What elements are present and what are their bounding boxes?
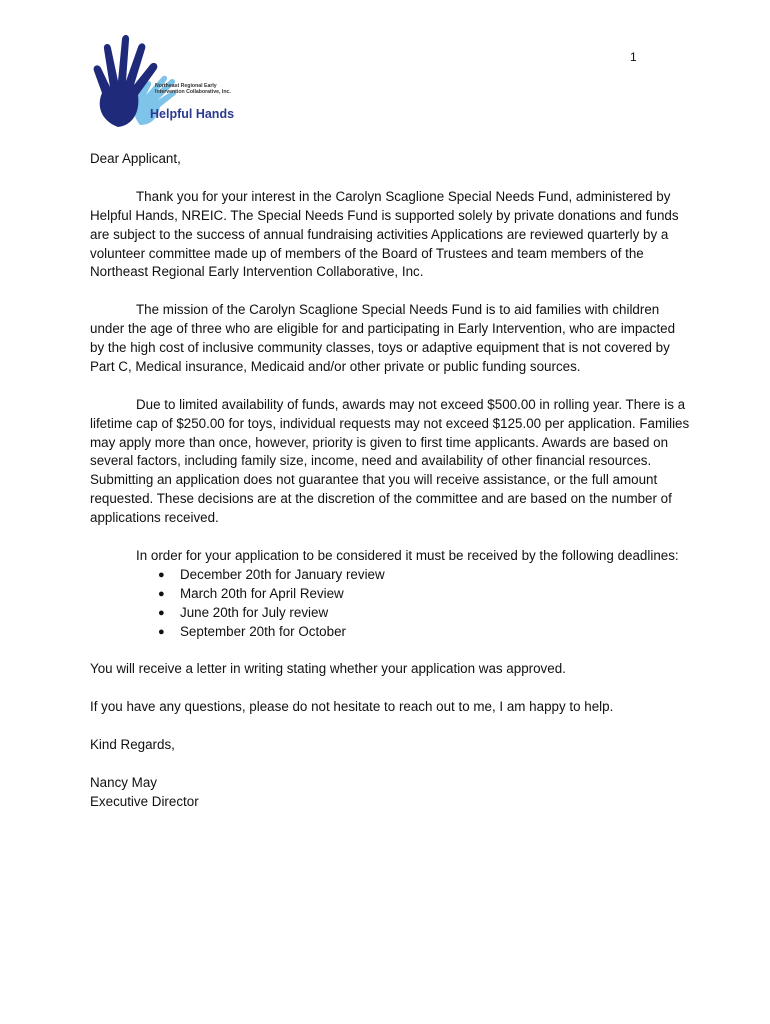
letter-body xyxy=(90,150,690,812)
list-item xyxy=(90,604,690,623)
page-number: 1 xyxy=(630,50,637,64)
paragraph-funding-limits: Due to limited availability of funds, awards may not exceed $500.00 in rolling year. There is a lifetime cap of $250.00 for toys, individual requests may not exceed $125.00 per application. Families may apply more than once, however, priority is given to first time applicants. Awards are based on several factors, including family size, income, need and availability of other financial resources. Submitting an application does not guarantee that you will receive assistance, or the full amount requested. These decisions are at the discretion of the committee and are based on the number of applications received. xyxy=(90,396,690,526)
paragraph-deadlines-intro: In order for your application to be considered it must be received by the following deadlines: xyxy=(136,547,679,563)
list-item xyxy=(90,566,690,585)
bullet-icon: ● xyxy=(158,587,165,600)
list-item xyxy=(90,623,690,642)
bullet-icon: ● xyxy=(158,625,165,638)
logo-org-line1: Northeast Regional Early xyxy=(155,83,217,89)
logo-name: Helpful Hands xyxy=(150,107,235,121)
questions-note: If you have any questions, please do not hesitate to reach out to me, I am happy to help. xyxy=(90,699,614,715)
signature-block xyxy=(90,774,690,812)
bullet-icon: ● xyxy=(158,606,165,619)
closing-salutation: Kind Regards, xyxy=(90,736,175,752)
signature-name: Nancy May xyxy=(90,774,157,790)
list-item xyxy=(90,585,690,604)
paragraph-mission: The mission of the Carolyn Scaglione Special Needs Fund is to aid families with children under the age of three who are eligible for and participating in Early Intervention, who are impacted by the high cost of inclusive community classes, toys or adaptive equipment that is not covered by Part C, Medical insurance, Medicaid and/or other private or public funding sources. xyxy=(90,302,676,374)
deadline-text: March 20th for April Review xyxy=(180,585,344,601)
salutation: Dear Applicant, xyxy=(90,151,181,166)
approval-notice: You will receive a letter in writing stating whether your application was approved. xyxy=(90,661,566,677)
signature-title: Executive Director xyxy=(90,793,199,809)
paragraph-intro: Thank you for your interest in the Carolyn Scaglione Special Needs Fund, administered by Helpful Hands, NREIC. The Special Needs Fund is supported solely by private donations and funds are subject to the success of annual fundraising activities Applications are reviewed quarterly by a volunteer committee made up of members of the Board of Trustees and team members of the Northeast Regional Early Intervention Collaborative, Inc. xyxy=(90,188,679,280)
logo-org-line2: Intervention Collaborative, Inc. xyxy=(155,89,231,95)
deadline-text: June 20th for July review xyxy=(180,604,329,620)
deadline-text: December 20th for January review xyxy=(180,566,385,582)
deadline-list xyxy=(90,566,690,642)
helpful-hands-logo xyxy=(88,33,235,129)
bullet-icon: ● xyxy=(158,568,165,581)
deadline-text: September 20th for October xyxy=(180,623,346,639)
